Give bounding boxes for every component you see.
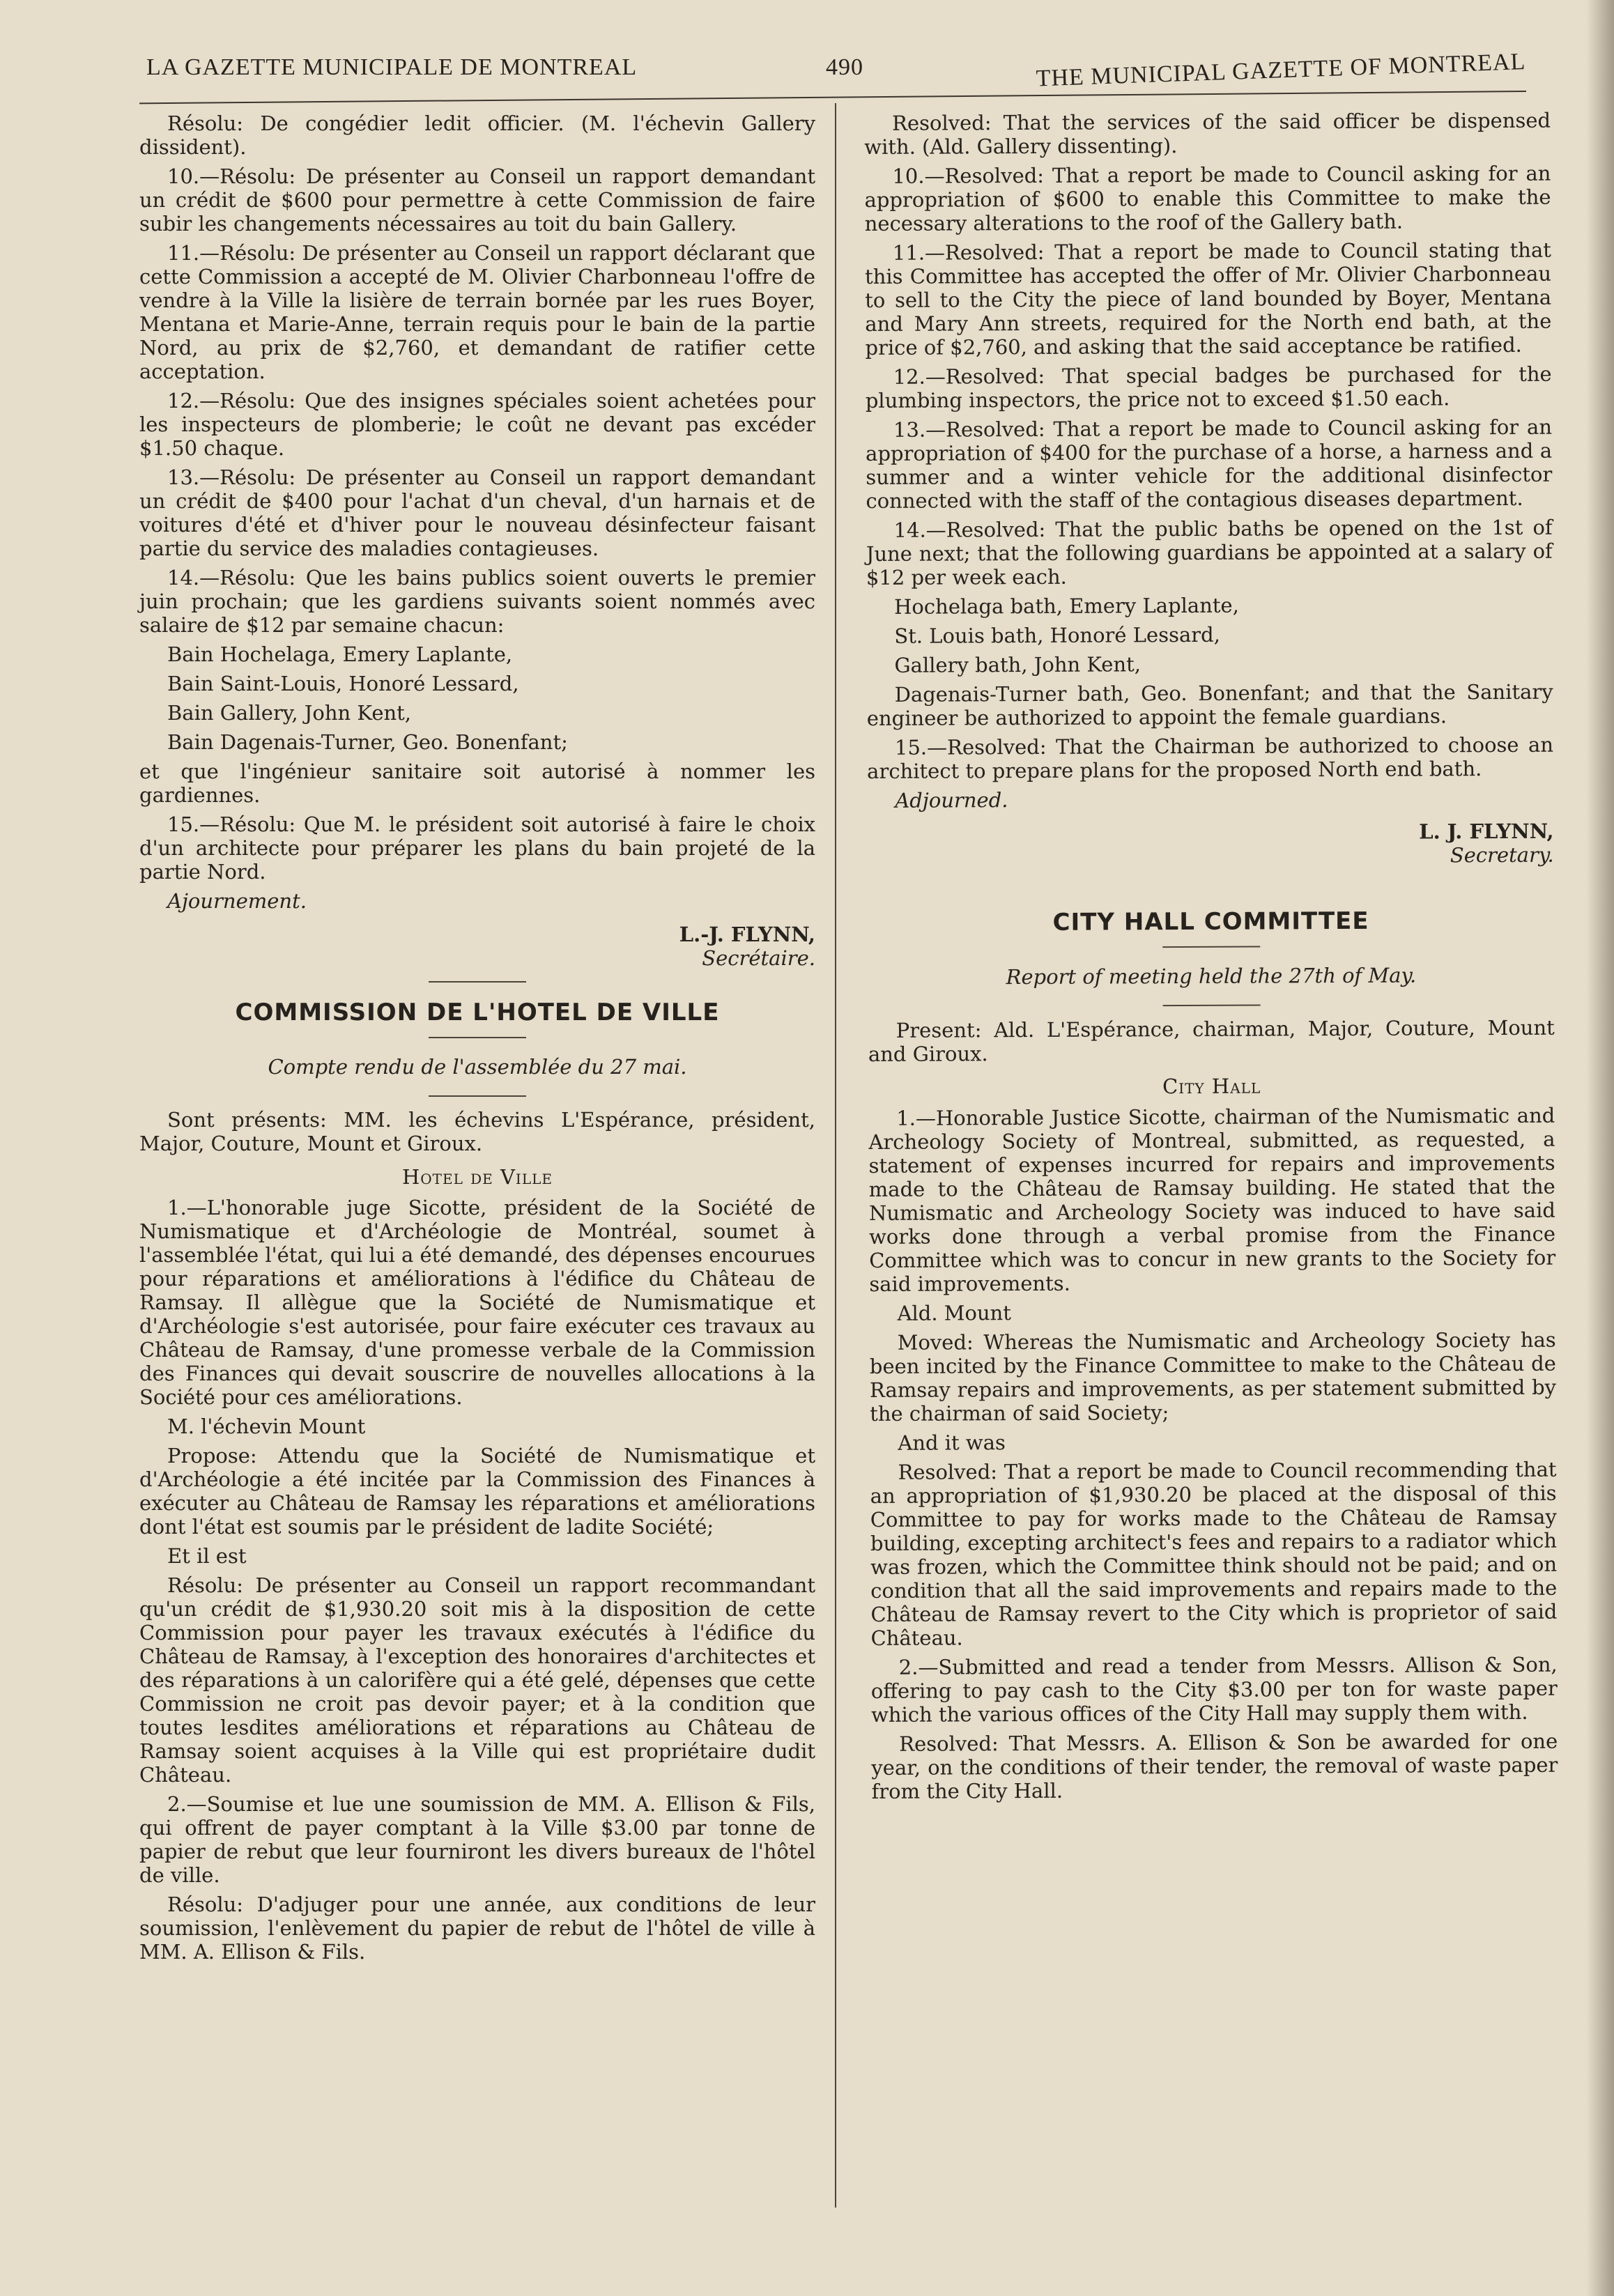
mover-name: M. l'échevin Mount [167,1415,366,1438]
paragraph-item-11: 11.—Resolved: That a report be made to Council stating that this Committee has accepted the offer of Mr. Olivier Charbonneau to sell to the City the piece of land bounded by Boyer, Mentana and Mary Ann streets, required for the North end bath, at the price of $2,760, and asking that the said acceptance be ratified. [864,238,1552,360]
paragraph-item-14: 14.—Résolu: Que les bains publics soient ouverts le premier juin prochain; que les gardiens suivants soient nommés avec salaire de $12 par semaine chacun: [139,566,815,637]
paragraph-item-11: 11.—Résolu: De présenter au Conseil un rapport déclarant que cette Commission a accepté de M. Olivier Charbonneau l'offre de vendre à la Ville la lisière de terrain bornée par les rues Boyer, Mentana et Marie-Anne, terrain requis pour le bain de la partie Nord, au prix de $2,760, et demandant de ratifier cette acceptation. [139,241,815,383]
paragraph-item-2: 2.—Submitted and read a tender from Messrs. Allison & Son, offering to pay cash to the City $3.00 per ton for waste paper which the various offices of the City Hall may supply them with. [870,1652,1558,1727]
bath-guardian-3: Gallery bath, John Kent, [894,652,1142,677]
header-rule [139,91,1526,104]
paragraph-item-15: 15.—Resolved: That the Chairman be authorized to choose an architect to prepare plans for the proposed North end bath. [867,732,1554,783]
bath-guardian-1: Hochelaga bath, Emery Laplante, [894,593,1239,619]
separator-rule [1162,946,1260,948]
paragraph-item-12: 12.—Resolved: That special badges be purchased for the plumbing inspectors, the price not to exceed $1.50 each. [865,362,1552,413]
section-title: CITY HALL COMMITTEE [1052,907,1369,937]
english-column [864,109,1558,1809]
signature-name: L.-J. FLYNN, [679,923,815,946]
paragraph-resolu-item-2: Résolu: D'adjuger pour une année, aux conditions de leur soumission, l'enlèvement du papier de rebut de l'hôtel de ville à MM. A. Ellison & Fils. [139,1893,815,1964]
adjournment: Adjourned. [895,788,1008,812]
separator-rule [429,1037,526,1038]
paragraph-resolved-officer: Resolved: That the services of the said officer be dispensed with. (Ald. Gallery dissenting). [864,108,1551,159]
paragraph-gardiennes: et que l'ingénieur sanitaire soit autorisé à nommer les gardiennes. [139,760,815,807]
present-members: Sont présents: MM. les échevins L'Espérance, président, Major, Couture, Mount et Giroux. [139,1108,815,1155]
page-header [139,49,1526,91]
paragraph-resolved-item-1: Resolved: That a report be made to Council recommending that an appropriation of $1,930.20 be placed at the disposal of this Committee to pay for works made to the Château de Ramsay building, excepting architect's fees and repairs to a radiator which was frozen, which the Committee think should not be paid; and on condition that all the said improvements and repairs made to the Château de Ramsay revert to the City which is proprietor of said Château. [870,1457,1558,1650]
paragraph-item-2: 2.—Soumise et lue une soumission de MM. A. Ellison & Fils, qui offrent de payer comptant à la Ville $3.00 par tonne de papier de rebut que leur fourniront les divers bureaux de l'hôtel de ville. [139,1792,815,1887]
bath-guardian-4: Dagenais-Turner bath, Geo. Bonenfant; and that the Sanitary engineer be authorized to appoint the female guardians. [866,679,1553,730]
paragraph-item-15: 15.—Résolu: Que M. le président soit autorisé à faire le choix d'un architecte pour préparer les plans du bain projeté de la partie Nord. [139,812,815,884]
paragraph-propose: Propose: Attendu que la Société de Numismatique et d'Archéologie a été incitée par la Commission des Finances à exécuter au Château de Ramsay les réparations et améliorations dont l'état est soumis par le président de ladite Société; [139,1444,815,1539]
bath-guardian-4: Bain Dagenais-Turner, Geo. Bonenfant; [167,730,568,754]
et-il-est: Et il est [167,1544,247,1568]
separator-rule [1162,1005,1260,1007]
paragraph-resolu-item-1: Résolu: De présenter au Conseil un rapport recommandant qu'un crédit de $1,930.20 soit mis à la disposition de cette Commission pour payer les travaux exécutés à l'édifice du Château de Ramsay, à l'exception des honoraires d'architectes et des réparations à un calorifère qui a été gelé, dépenses que cette Commission ne croit pas devoir payer; et à la condition que toutes lesdites améliorations et réparations au Château de Ramsay soient acquises à la Ville qui est propriétaire dudit Château. [139,1573,815,1787]
mover-name: Ald. Mount [897,1301,1011,1325]
subsection-heading: City Hall [1162,1074,1261,1099]
signature-title: Secrétaire. [702,946,815,970]
bath-guardian-1: Bain Hochelaga, Emery Laplante, [167,642,513,666]
paragraph-item-13: 13.—Resolved: That a report be made to Council asking for an appropriation of $400 for the purchase of a horse, a harness and a summer and a winter vehicle for the additional disinfector connected with the staff of the contagious diseases department. [866,415,1553,513]
bath-guardian-3: Bain Gallery, John Kent, [167,701,412,725]
present-members: Present: Ald. L'Espérance, chairman, Major, Couture, Mount and Giroux. [868,1015,1555,1066]
header-english-title: THE MUNICIPAL GAZETTE OF MONTREAL [1036,49,1526,92]
bath-guardian-2: Bain Saint-Louis, Honoré Lessard, [167,672,519,695]
separator-rule [429,1095,526,1097]
adjournment: Ajournement. [167,889,307,913]
paragraph-item-10: 10.—Resolved: That a report be made to Council asking for an appropriation of $600 to enable this Committee to make the necessary alterations to the roof of the Gallery bath. [864,161,1551,236]
page-number: 490 [826,54,863,80]
separator-rule [429,981,526,983]
paragraph-resolved-item-2: Resolved: That Messrs. A. Ellison & Son be awarded for one year, on the conditions of their tender, the removal of waste paper from the City Hall. [871,1729,1558,1803]
paragraph-item-12: 12.—Résolu: Que des insignes spéciales soient achetées pour les inspecteurs de plomberie; le coût ne devant pas excéder $1.50 chaque. [139,389,815,460]
page-binding-shadow [1586,0,1614,2296]
paragraph-item-1: 1.—L'honorable juge Sicotte, président de la Société de Numismatique et d'Archéologie de Montréal, soumet à l'assemblée l'état, qui lui a été demandé, des dépenses encourues pour réparations et améliorations à l'édifice du Château de Ramsay. Il allègue que la Société de Numismatique et d'Archéologie s'est autorisée, pour faire exécuter ces travaux au Château de Ramsay, d'une promesse verbale de la Commission des Finances qui devait souscrire de nouvelles allocations à la Société pour ces améliorations. [139,1196,815,1409]
subsection-heading: Hotel de Ville [402,1165,553,1189]
column-divider [835,103,836,2208]
french-column [139,111,815,1969]
section-title: COMMISSION DE L'HOTEL DE VILLE [235,999,720,1026]
paragraph-item-10: 10.—Résolu: De présenter au Conseil un rapport demandant un crédit de $600 pour permettre à cette Commission de faire subir les changements nécessaires au toit du bain Gallery. [139,164,815,236]
bath-guardian-2: St. Louis bath, Honoré Lessard, [894,622,1220,648]
and-it-was: And it was [898,1431,1006,1455]
signature-title: Secretary. [1450,842,1554,868]
paragraph-moved: Moved: Whereas the Numismatic and Archeology Society has been incited by the Finance Committee to make to the Château de Ramsay repairs and improvements, as per statement submitted by the chairman of said Society; [869,1327,1557,1426]
paragraph-item-14: 14.—Resolved: That the public baths be opened on the 1st of June next; that the following guardians be appointed at a salary of $12 per week each. [866,515,1553,590]
header-french-title: LA GAZETTE MUNICIPALE DE MONTREAL [146,54,638,80]
paragraph-item-13: 13.—Résolu: De présenter au Conseil un rapport demandant un crédit de $400 pour l'achat d'un cheval, d'un harnais et de voitures d'été et d'hiver pour le nouveau désinfecteur faisant partie du service des maladies contagieuses. [139,465,815,560]
signature-name: L. J. FLYNN, [1419,819,1554,844]
report-subtitle: Compte rendu de l'assemblée du 27 mai. [268,1055,687,1079]
report-subtitle: Report of meeting held the 27th of May. [1006,963,1417,989]
paragraph-resolu-officier: Résolu: De congédier ledit officier. (M. l'échevin Gallery dissident). [139,111,815,159]
paragraph-item-1: 1.—Honorable Justice Sicotte, chairman of the Numismatic and Archeology Society of Montreal, submitted, as requested, a statement of expenses incurred for repairs and improvements made to the Château de Ramsay building. He stated that the Numismatic and Archeology Society was induced to have said works done through a verbal promise from the Finance Committee which was to concur in new grants to the Society for said improvements. [868,1103,1556,1296]
